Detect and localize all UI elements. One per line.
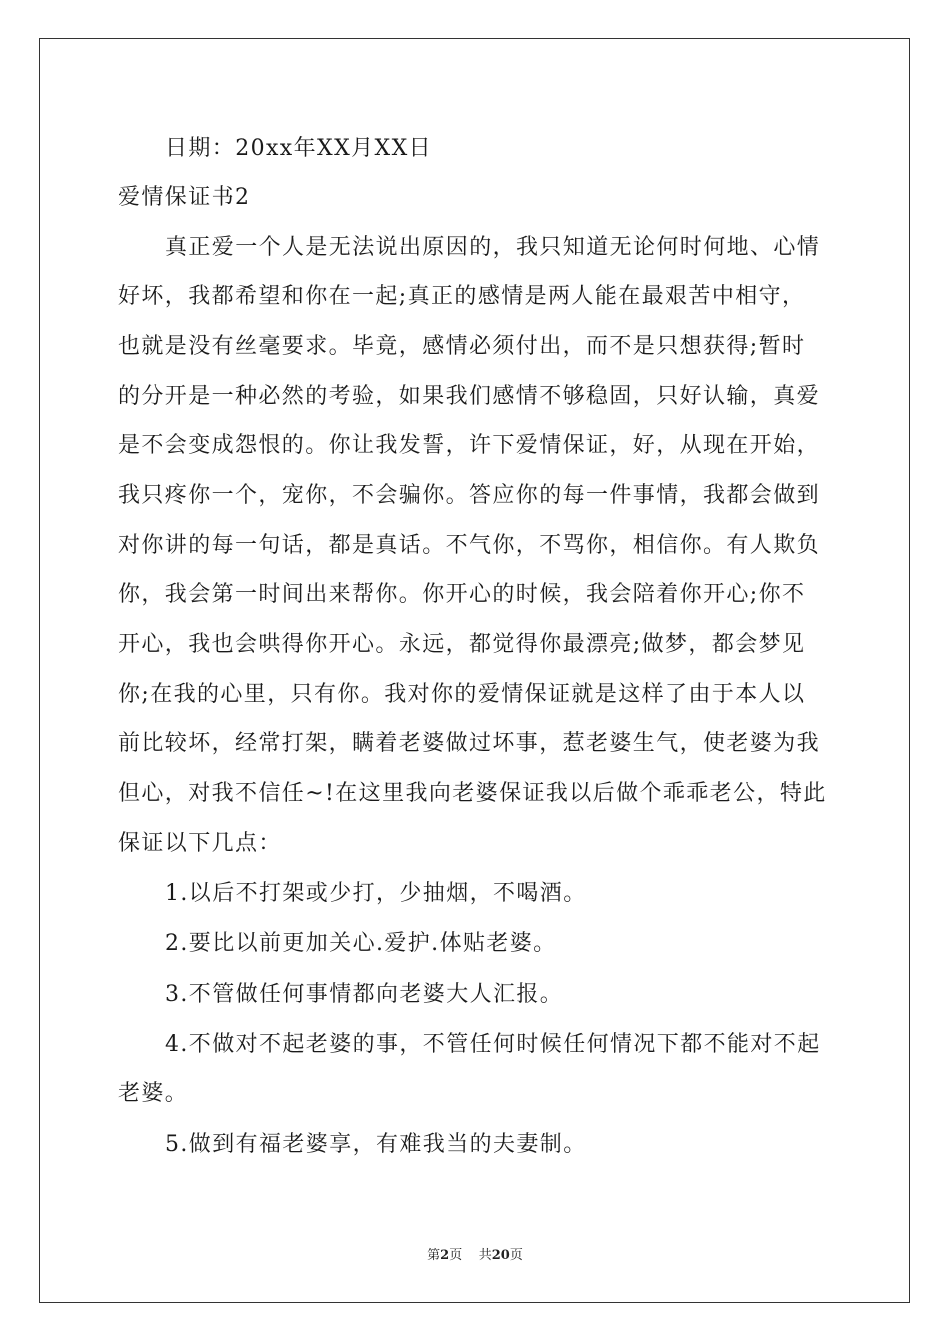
- body-line: 前比较坏，经常打架，瞒着老婆做过坏事，惹老婆生气，使老婆为我: [118, 731, 821, 756]
- body-line: 你，我会第一时间出来帮你。你开心的时候，我会陪着你开心;你不: [118, 582, 806, 607]
- list-item: 1.以后不打架或少打，少抽烟，不喝酒。: [165, 881, 587, 906]
- body-line: 是不会变成怨恨的。你让我发誓，许下爱情保证，好，从现在开始，: [118, 433, 821, 458]
- body-line: 我只疼你一个，宠你，不会骗你。答应你的每一件事情，我都会做到: [118, 483, 821, 508]
- body-line: 保证以下几点：: [118, 831, 282, 856]
- total-pages: 20: [491, 1248, 510, 1263]
- page-prefix: 第: [427, 1248, 441, 1263]
- page-border: [39, 38, 910, 1303]
- page-number: 2: [440, 1248, 450, 1263]
- list-item-continuation: 老婆。: [118, 1081, 189, 1106]
- total-suffix: 页: [509, 1248, 523, 1263]
- body-line: 但心，对我不信任~!在这里我向老婆保证我以后做个乖乖老公，特此: [118, 781, 827, 806]
- date-line: 日期：20xx年XX月XX日: [165, 136, 433, 161]
- list-item: 3.不管做任何事情都向老婆大人汇报。: [165, 982, 564, 1007]
- page-suffix: 页: [449, 1248, 463, 1263]
- list-item: 4.不做对不起老婆的事，不管任何时候任何情况下都不能对不起: [165, 1032, 821, 1057]
- body-line: 也就是没有丝毫要求。毕竟，感情必须付出，而不是只想获得;暂时: [118, 334, 806, 359]
- body-line: 的分开是一种必然的考验，如果我们感情不够稳固，只好认输，真爱: [118, 384, 821, 409]
- body-line: 真正爱一个人是无法说出原因的，我只知道无论何时何地、心情: [165, 235, 821, 260]
- total-prefix: 共: [478, 1248, 492, 1263]
- document-heading: 爱情保证书2: [118, 185, 251, 210]
- body-line: 开心，我也会哄得你开心。永远，都觉得你最漂亮;做梦，都会梦见: [118, 632, 806, 657]
- page-footer: [0, 1247, 950, 1265]
- body-line: 对你讲的每一句话，都是真话。不气你，不骂你，相信你。有人欺负: [118, 533, 821, 558]
- body-line: 你;在我的心里，只有你。我对你的爱情保证就是这样了由于本人以: [118, 682, 806, 707]
- list-item: 2.要比以前更加关心.爱护.体贴老婆。: [165, 931, 557, 956]
- list-item: 5.做到有福老婆享，有难我当的夫妻制。: [165, 1132, 587, 1157]
- body-line: 好坏，我都希望和你在一起;真正的感情是两人能在最艰苦中相守，: [118, 284, 806, 309]
